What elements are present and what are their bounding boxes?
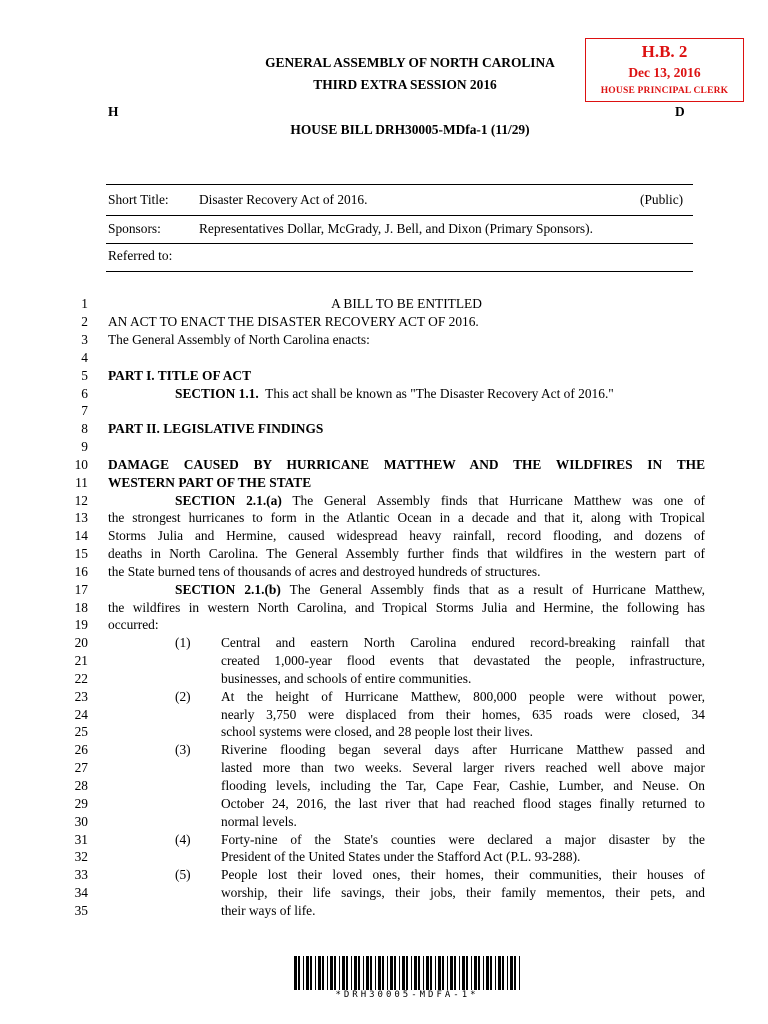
act-title: AN ACT TO ENACT THE DISASTER RECOVERY ACT OF 2016.: [108, 314, 479, 329]
damage-heading-line-2: WESTERN PART OF THE STATE: [108, 475, 312, 490]
barcode-bar: [366, 956, 369, 990]
barcode-bar: [411, 956, 412, 990]
finding-line: their ways of life.: [221, 903, 316, 918]
barcode-bar: [306, 956, 309, 990]
line-number: 18: [74, 600, 88, 615]
table-rule-top: [106, 184, 693, 185]
section-2-1-b-text: The General Assembly finds that as a result of Hurricane Matthew,: [280, 582, 706, 597]
barcode-bar: [382, 956, 384, 990]
barcode-bar: [402, 956, 405, 990]
session-title: THIRD EXTRA SESSION 2016: [313, 77, 497, 92]
barcode-bar: [342, 956, 345, 990]
barcode-bar: [394, 956, 396, 990]
barcode-bar: [466, 956, 468, 990]
finding-line: worship, their life savings, their jobs, their family mementos, their pets, and: [221, 885, 705, 900]
referred-label: Referred to:: [108, 248, 173, 263]
barcode-bar: [298, 956, 300, 990]
section-1-1-label: SECTION 1.1.: [175, 386, 259, 401]
barcode-bar: [399, 956, 400, 990]
line-number: 16: [74, 564, 88, 579]
finding-line: nearly 3,750 were displaced from their homes, 635 roads were closed, 34: [221, 707, 705, 722]
line-number: 17: [74, 582, 88, 597]
barcode-bar: [423, 956, 424, 990]
barcode-bar: [510, 956, 513, 990]
part-1-heading: PART I. TITLE OF ACT: [108, 368, 252, 383]
barcode-bar: [346, 956, 348, 990]
barcode-bar: [363, 956, 364, 990]
barcode-bar: [375, 956, 376, 990]
finding-number: (5): [175, 867, 191, 882]
line-number: 2: [81, 314, 88, 329]
barcode-bar: [514, 956, 516, 990]
line-number: 3: [81, 332, 88, 347]
short-title-value: Disaster Recovery Act of 2016.: [199, 192, 368, 207]
section-2-1-a-text: The General Assembly finds that Hurricane Matthew was one of: [281, 493, 705, 508]
line-number: 1: [81, 296, 88, 311]
barcode-bar: [442, 956, 444, 990]
stamp-date: Dec 13, 2016: [628, 65, 701, 80]
line-number: 11: [75, 475, 88, 490]
sponsors-value: Representatives Dollar, McGrady, J. Bell, and Dixon (Primary Sponsors).: [199, 221, 593, 236]
barcode-bar: [351, 956, 352, 990]
barcode-bar: [315, 956, 316, 990]
line-number: 29: [74, 796, 88, 811]
barcode-bar: [519, 956, 520, 990]
barcode-bar: [390, 956, 393, 990]
section-2-1-a: [108, 493, 705, 509]
draft-marker: D: [675, 104, 685, 119]
line-number: 12: [74, 493, 88, 508]
barcode-bar: [438, 956, 441, 990]
line-number: 10: [74, 457, 88, 472]
body-line-14: Storms Julia and Hermine, caused widespread heavy rainfall, record flooding, and dozens of: [108, 528, 705, 543]
finding-line: normal levels.: [221, 814, 297, 829]
barcode-bar: [474, 956, 477, 990]
barcode-bar: [478, 956, 480, 990]
finding-line: created 1,000-year flood events that devastated the people, infrastructure,: [221, 653, 705, 668]
barcode-bar: [387, 956, 388, 990]
barcode-bar: [418, 956, 420, 990]
line-number: 14: [74, 528, 88, 543]
sponsors-label: Sponsors:: [108, 221, 161, 236]
line-number: 19: [74, 617, 88, 632]
barcode-bar: [426, 956, 429, 990]
barcode-bar: [294, 956, 297, 990]
line-number: 27: [74, 760, 88, 775]
line-number: 4: [81, 350, 88, 365]
line-number: 15: [74, 546, 88, 561]
bill-id: HOUSE BILL DRH30005-MDfa-1 (11/29): [290, 122, 530, 137]
line-number: 7: [81, 403, 88, 418]
body-line-16: the State burned tens of thousands of acres and destroyed hundreds of structures.: [108, 564, 541, 579]
line-number: 35: [74, 903, 88, 918]
barcode-bar: [450, 956, 453, 990]
finding-line: Forty-nine of the State's counties were declared a major disaster by the: [221, 832, 705, 847]
finding-line: President of the United States under the Stafford Act (P.L. 93-288).: [221, 849, 581, 864]
section-2-1-b: [108, 582, 705, 598]
body-line-19: occurred:: [108, 617, 159, 632]
barcode-bar: [303, 956, 304, 990]
stamp-office: HOUSE PRINCIPAL CLERK: [600, 86, 729, 96]
barcode-bar: [339, 956, 340, 990]
line-number: 8: [81, 421, 88, 436]
line-number: 20: [74, 635, 88, 650]
barcode-bar: [358, 956, 360, 990]
line-number: 32: [74, 849, 88, 864]
barcode-bar: [507, 956, 508, 990]
short-title-label: Short Title:: [108, 192, 169, 207]
bill-entitled: A BILL TO BE ENTITLED: [331, 296, 482, 311]
damage-heading-line-1: DAMAGE CAUSED BY HURRICANE MATTHEW AND THE WILDFIRES IN THE: [108, 457, 705, 472]
barcode-bar: [486, 956, 489, 990]
line-number: 33: [74, 867, 88, 882]
part-2-heading: PART II. LEGISLATIVE FINDINGS: [108, 421, 324, 436]
barcode-bar: [483, 956, 484, 990]
barcode-bar: [322, 956, 324, 990]
finding-number: (1): [175, 635, 191, 650]
line-number: 31: [74, 832, 88, 847]
barcode-bar: [447, 956, 448, 990]
finding-line: flooding levels, including the Tar, Cape Fear, Cashie, Lumber, and Neuse. On: [221, 778, 705, 793]
barcode-bar: [471, 956, 472, 990]
barcode-bar: [414, 956, 417, 990]
line-number: 22: [74, 671, 88, 686]
table-rule-2: [106, 215, 693, 216]
table-rule-3: [106, 243, 693, 244]
line-number: 5: [81, 368, 88, 383]
barcode-bar: [459, 956, 460, 990]
barcode-bar: [498, 956, 501, 990]
line-number: 25: [74, 724, 88, 739]
barcode-bar: [406, 956, 408, 990]
line-number: 24: [74, 707, 88, 722]
barcode-bar: [502, 956, 504, 990]
house-marker: H: [108, 104, 119, 119]
finding-line: October 24, 2016, the last river that had reached flood stages finally returned to: [221, 796, 705, 811]
public-label: (Public): [640, 192, 684, 207]
barcode-bar: [378, 956, 381, 990]
line-number: 34: [74, 885, 88, 900]
barcode-bar: [462, 956, 465, 990]
body-line-18: the wildfires in western North Carolina, and Tropical Storms Julia and Hermine, the following has: [108, 600, 705, 615]
barcode-bar: [330, 956, 333, 990]
body-line-13: the strongest hurricanes to form in the Atlantic Ocean in a decade and that it, along with Tropical: [108, 510, 705, 525]
barcode-bar: [430, 956, 432, 990]
section-1-1-text: This act shall be known as "The Disaster Recovery Act of 2016.": [258, 386, 614, 401]
barcode: [292, 956, 522, 992]
line-number: 13: [74, 510, 88, 525]
line-number: 21: [74, 653, 88, 668]
barcode-bar: [495, 956, 496, 990]
barcode-bar: [327, 956, 328, 990]
enacting-clause: The General Assembly of North Carolina enacts:: [108, 332, 370, 347]
line-number: 23: [74, 689, 88, 704]
barcode-bar: [354, 956, 357, 990]
finding-line: Riverine flooding began several days after Hurricane Matthew passed and: [221, 742, 705, 757]
barcode-bar: [490, 956, 492, 990]
line-number: 9: [81, 439, 88, 454]
barcode-text: *DRH30005-MDFA-1*: [335, 990, 479, 1000]
finding-line: Central and eastern North Carolina endured record-breaking rainfall that: [221, 635, 705, 650]
section-2-1-a-label: SECTION 2.1.(a): [175, 493, 282, 508]
barcode-bar: [370, 956, 372, 990]
assembly-title: GENERAL ASSEMBLY OF NORTH CAROLINA: [265, 55, 555, 70]
finding-line: school systems were closed, and 28 people lost their lives.: [221, 724, 534, 739]
finding-line: People lost their loved ones, their homes, their communities, their houses of: [221, 867, 705, 882]
stamp-bill: H.B. 2: [641, 42, 688, 61]
line-number: 30: [74, 814, 88, 829]
finding-line: At the height of Hurricane Matthew, 800,000 people were without power,: [221, 689, 705, 704]
table-rule-bottom: [106, 271, 693, 272]
section-1-1: [108, 386, 705, 402]
barcode-bar: [334, 956, 336, 990]
body-line-15: deaths in North Carolina. The General Assembly further finds that wildfires in the western part of: [108, 546, 705, 561]
finding-line: lasted more than two weeks. Several larger rivers reached well above major: [221, 760, 705, 775]
section-2-1-b-label: SECTION 2.1.(b): [175, 582, 281, 597]
barcode-bar: [318, 956, 321, 990]
finding-line: businesses, and schools of entire communities.: [221, 671, 472, 686]
finding-number: (2): [175, 689, 191, 704]
barcode-bar: [310, 956, 312, 990]
line-number: 28: [74, 778, 88, 793]
barcode-bar: [435, 956, 436, 990]
barcode-bar: [454, 956, 456, 990]
finding-number: (3): [175, 742, 191, 757]
line-number: 6: [81, 386, 88, 401]
finding-number: (4): [175, 832, 191, 847]
line-number: 26: [74, 742, 88, 757]
